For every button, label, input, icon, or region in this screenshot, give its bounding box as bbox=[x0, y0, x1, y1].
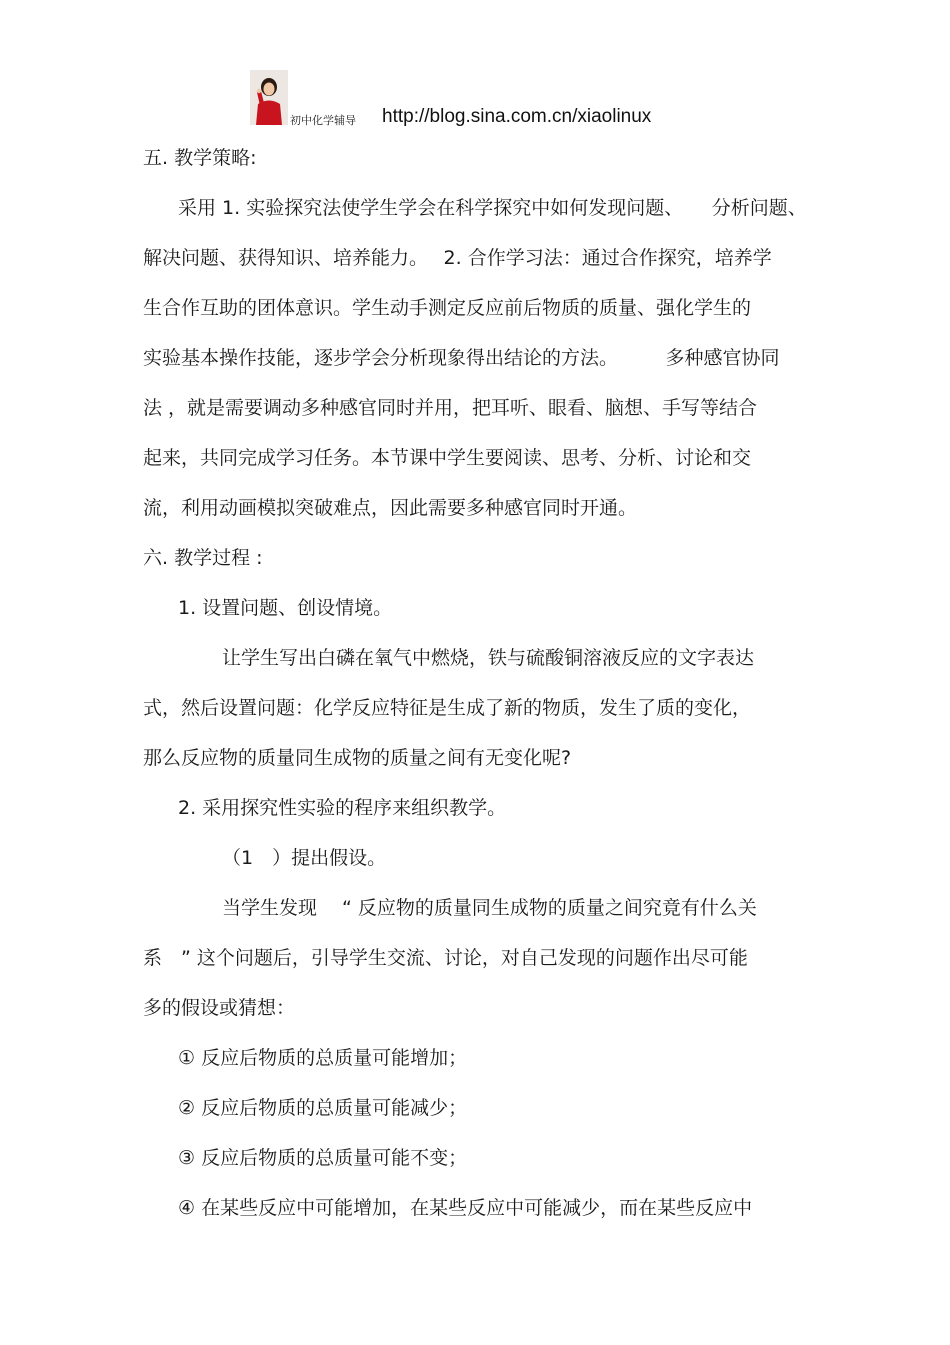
paragraph-line: 起来，共同完成学习任务。本节课中学生要阅读、思考、分析、讨论和交 bbox=[143, 447, 752, 469]
paragraph-line: 让学生写出白磷在氧气中燃烧，铁与硫酸铜溶液反应的文字表达 bbox=[222, 647, 755, 669]
paragraph-line: 式，然后设置问题：化学反应特征是生成了新的物质，发生了质的变化， bbox=[143, 697, 752, 719]
paragraph-line: 生合作互助的团体意识。学生动手测定反应前后物质的质量、强化学生的 bbox=[143, 297, 752, 319]
sub-list-item: （1 ）提出假设。 bbox=[222, 847, 387, 869]
paragraph-line: 系 ” 这个问题后，引导学生交流、讨论，对自己发现的问题作出尽可能 bbox=[143, 947, 748, 969]
list-item: 2. 采用探究性实验的程序来组织教学。 bbox=[178, 797, 507, 819]
hypothesis-item: ③ 反应后物质的总质量可能不变； bbox=[178, 1147, 468, 1169]
blog-url-link[interactable]: http://blog.sina.com.cn/xiaolinux bbox=[382, 106, 652, 127]
list-item: 1. 设置问题、创设情境。 bbox=[178, 597, 393, 619]
paragraph-line: 解决问题、获得知识、培养能力。 2. 合作学习法：通过合作探究，培养学 bbox=[143, 247, 772, 269]
paragraph-line: 多的假设或猜想： bbox=[143, 997, 296, 1019]
section-heading-process: 六. 教学过程 : bbox=[143, 547, 263, 569]
paragraph-line: 法 ，就是需要调动多种感官同时并用，把耳听、眼看、脑想、手写等结合 bbox=[143, 397, 758, 419]
hypothesis-item: ② 反应后物质的总质量可能减少； bbox=[178, 1097, 468, 1119]
paragraph-line: 流，利用动画模拟突破难点，因此需要多种感官同时开通。 bbox=[143, 497, 638, 519]
blog-brand: 初中化学辅导 bbox=[290, 114, 356, 127]
author-photo bbox=[250, 70, 288, 125]
section-heading-strategy: 五. 教学策略: bbox=[143, 147, 257, 169]
paragraph-line: 实验基本操作技能，逐步学会分析现象得出结论的方法。 多种感官协同 bbox=[143, 347, 780, 369]
paragraph-line: 采用 1. 实验探究法使学生学会在科学探究中如何发现问题、 分析问题、 bbox=[178, 197, 807, 219]
paragraph-line: 那么反应物的质量同生成物的质量之间有无变化呢? bbox=[143, 747, 572, 769]
paragraph-line: 当学生发现 “ 反应物的质量同生成物的质量之间究竟有什么关 bbox=[222, 897, 757, 919]
hypothesis-item: ① 反应后物质的总质量可能增加； bbox=[178, 1047, 468, 1069]
hypothesis-item: ④ 在某些反应中可能增加，在某些反应中可能减少，而在某些反应中 bbox=[178, 1197, 753, 1219]
blog-header bbox=[250, 70, 810, 130]
